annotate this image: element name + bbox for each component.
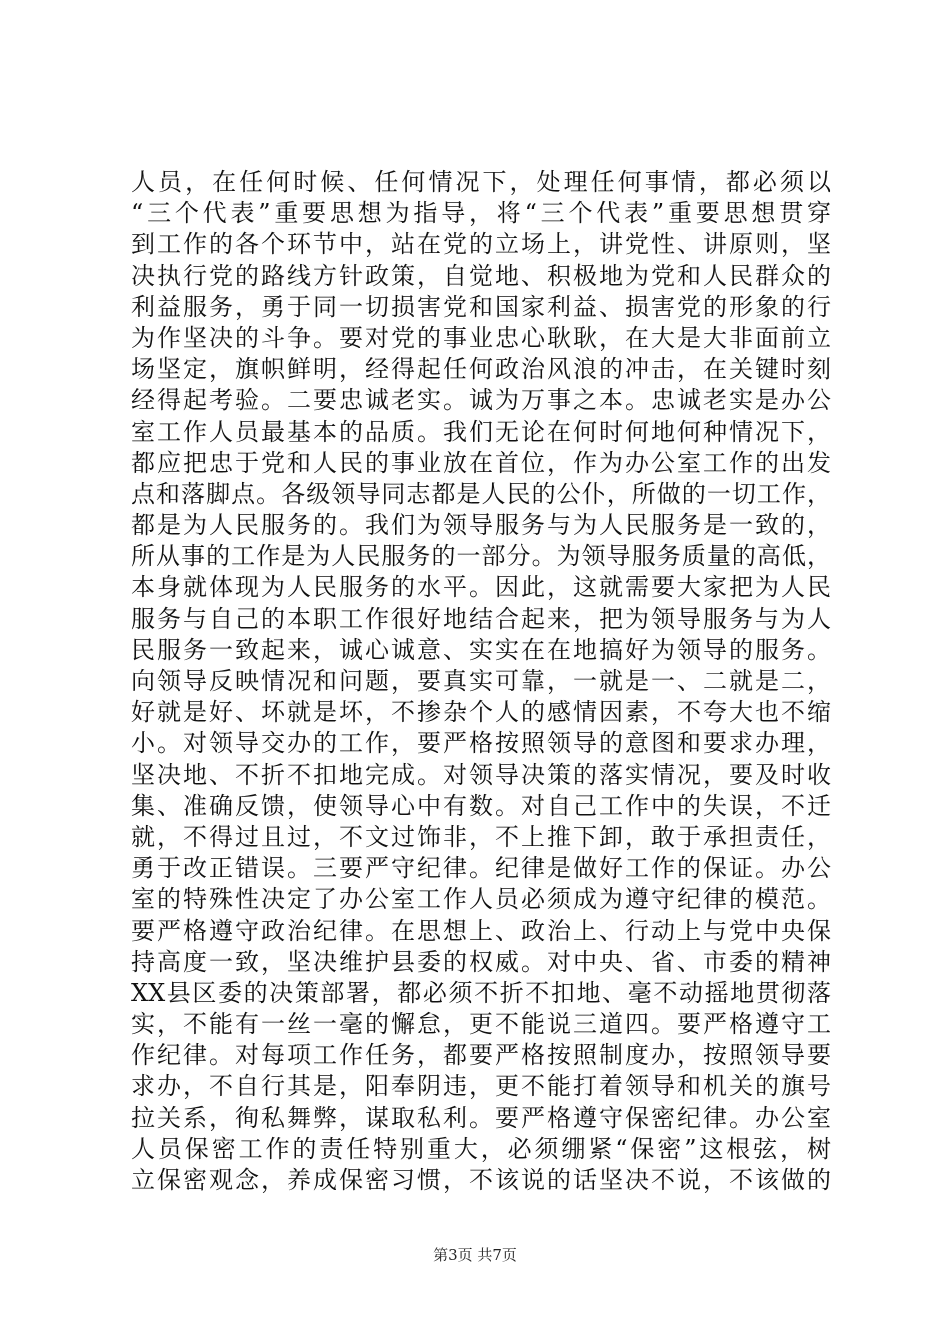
- text-line: 人员保密工作的责任特别重大，必须绷紧“保密”这根弦，树: [131, 1134, 831, 1163]
- text-line: 小。对领导交办的工作，要严格按照领导的意图和要求办理，: [131, 729, 831, 758]
- text-line: XX县区委的决策部署，都必须不折不扣地、毫不动摇地贯彻落: [131, 978, 831, 1007]
- body-text: [131, 167, 831, 1196]
- text-line: 要严格遵守政治纪律。在思想上、政治上、行动上与党中央保: [131, 916, 831, 945]
- text-line: 向领导反映情况和问题，要真实可靠，一就是一、二就是二，: [131, 667, 831, 695]
- text-line: 本身就体现为人民服务的水平。因此，这就需要大家把为人民: [131, 573, 831, 602]
- text-line: 点和落脚点。各级领导同志都是人民的公仆，所做的一切工作，: [131, 479, 831, 508]
- text-line: 实，不能有一丝一毫的懈怠，更不能说三道四。要严格遵守工: [131, 1010, 831, 1039]
- text-line: 决执行党的路线方针政策，自觉地、积极地为党和人民群众的: [131, 261, 831, 290]
- page-number-footer: 第3页 共7页: [433, 1246, 517, 1264]
- text-line: 拉关系，徇私舞弊，谋取私利。要严格遵守保密纪律。办公室: [131, 1103, 831, 1132]
- text-line: 所从事的工作是为人民服务的一部分。为领导服务质量的高低，: [131, 542, 831, 571]
- text-line: 为作坚决的斗争。要对党的事业忠心耿耿，在大是大非面前立: [131, 323, 831, 352]
- text-line: 人员，在任何时候、任何情况下，处理任何事情，都必须以: [131, 168, 831, 196]
- text-line: “三个代表”重要思想为指导，将“三个代表”重要思想贯穿: [131, 199, 831, 228]
- text-line: 室的特殊性决定了办公室工作人员必须成为遵守纪律的模范。: [131, 885, 831, 914]
- text-line: 都是为人民服务的。我们为领导服务与为人民服务是一致的，: [131, 511, 831, 540]
- text-line: 室工作人员最基本的品质。我们无论在何时何地何种情况下，: [131, 417, 831, 446]
- text-line: 都应把忠于党和人民的事业放在首位，作为办公室工作的出发: [131, 448, 831, 477]
- text-line: 立保密观念，养成保密习惯，不该说的话坚决不说，不该做的: [131, 1166, 831, 1194]
- text-line: 好就是好、坏就是坏，不掺杂个人的感情因素，不夸大也不缩: [131, 698, 831, 727]
- text-line: 就，不得过且过，不文过饰非，不上推下卸，敢于承担责任，: [131, 822, 831, 851]
- text-line: 服务与自己的本职工作很好地结合起来，把为领导服务与为人: [131, 604, 831, 633]
- text-line: 经得起考验。二要忠诚老实。诚为万事之本。忠诚老实是办公: [131, 386, 831, 415]
- text-line: 作纪律。对每项工作任务，都要严格按照制度办，按照领导要: [131, 1041, 831, 1070]
- text-line: 场坚定，旗帜鲜明，经得起任何政治风浪的冲击，在关键时刻: [131, 355, 831, 384]
- text-line: 利益服务，勇于同一切损害党和国家利益、损害党的形象的行: [131, 292, 831, 321]
- text-line: 坚决地、不折不扣地完成。对领导决策的落实情况，要及时收: [131, 760, 831, 789]
- text-line: 集、准确反馈，使领导心中有数。对自己工作中的失误，不迁: [131, 791, 831, 820]
- text-line: 求办，不自行其是，阳奉阴违，更不能打着领导和机关的旗号: [131, 1072, 831, 1101]
- text-line: 勇于改正错误。三要严守纪律。纪律是做好工作的保证。办公: [131, 854, 831, 883]
- text-line: 到工作的各个环节中，站在党的立场上，讲党性、讲原则，坚: [131, 230, 831, 259]
- text-line: 持高度一致，坚决维护县委的权威。对中央、省、市委的精神: [131, 947, 831, 976]
- text-line: 民服务一致起来，诚心诚意、实实在在地搞好为领导的服务。: [131, 635, 831, 664]
